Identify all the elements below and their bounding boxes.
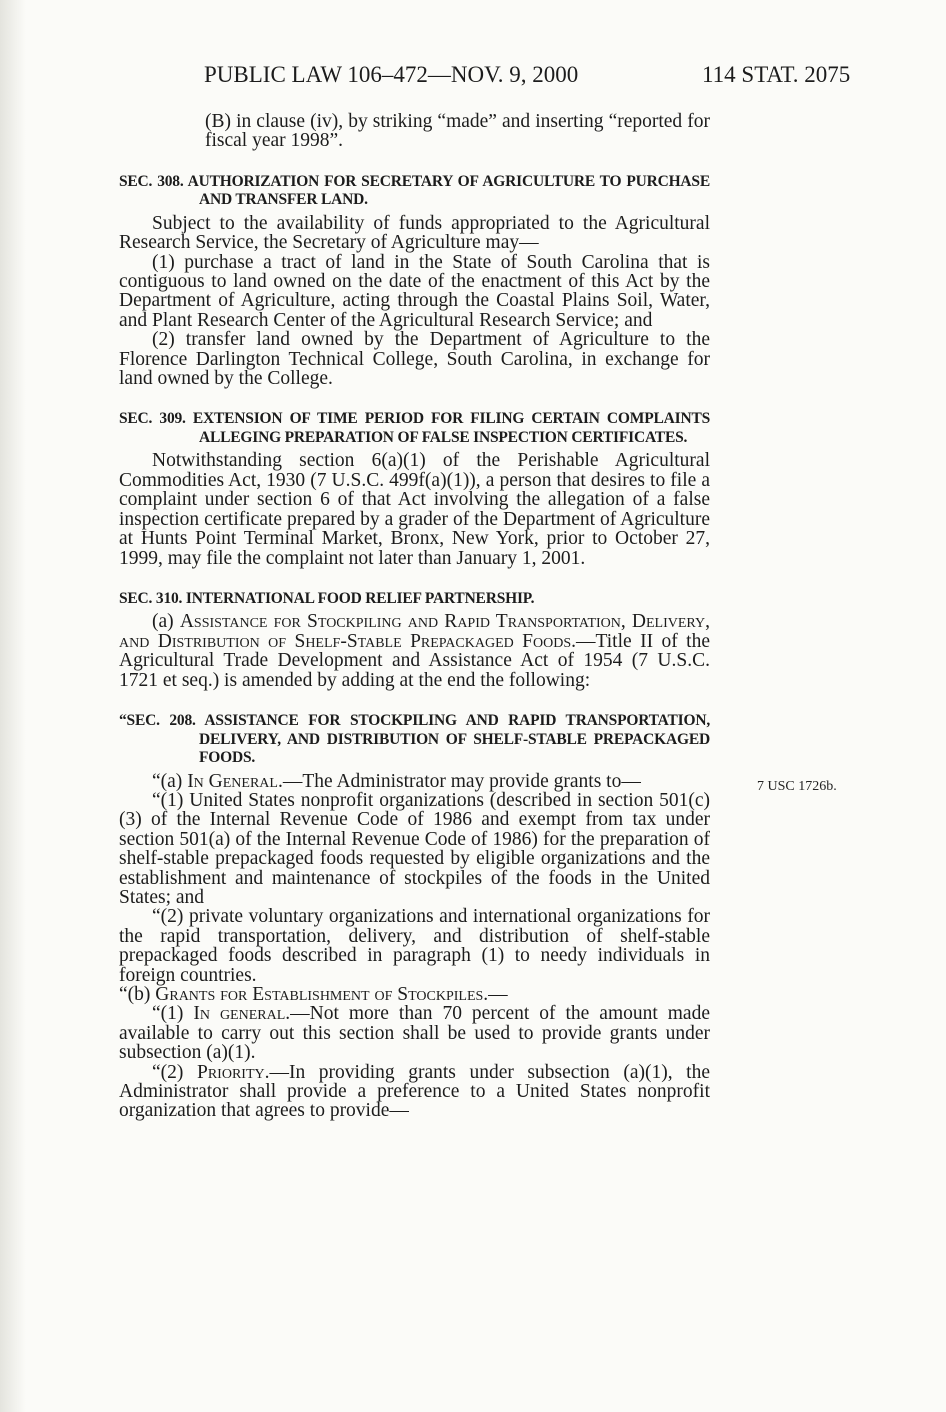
sec-308-heading: SEC. 308. AUTHORIZATION FOR SECRETARY OF AGRICULTURE TO PURCHASE AND TRANSFER LAND.: [119, 172, 710, 209]
sec-208-b-caption: Grants for Establishment of Stockpiles.: [155, 984, 489, 1005]
sec-310-a-text: —Title II of the Agricultural Trade Development and Assistance Act of 1954 (7 U.S.C. 1721 et seq.) is amended by adding at the end the following:: [119, 630, 710, 691]
sec-310-a: [119, 612, 710, 690]
sec-208-b: [119, 985, 710, 1004]
running-header: [0, 62, 946, 92]
sec-208-a-2: “(2) private voluntary organizations and international organizations for the rapid transportation, delivery, and distribution of shelf-stable prepackaged foods described in paragraph (1) to needy individuals in foreign countries.: [119, 906, 710, 986]
sec-208-a: [119, 772, 710, 791]
sec-208-b-2-caption: Priority.: [196, 1061, 270, 1083]
sec-208-a-caption: In General.: [187, 770, 283, 792]
header-title: PUBLIC LAW 106–472—NOV. 9, 2000: [204, 62, 579, 87]
sec-310-a-caption: Assistance for Stockpiling and Rapid Transportation, Delivery, and Distribution of Shelf-Stable Prepackaged Foods.: [119, 611, 710, 652]
sec-208-b-label: “(b): [119, 984, 156, 1005]
header-stat-page: 114 STAT. 2075: [702, 62, 851, 87]
sec-208-b-1-text: —Not more than 70 percent of the amount made available to carry out this section shall be used to provide grants under subsection (a)(1).: [119, 1003, 710, 1064]
sec-208-b-2-text: —In providing grants under subsection (a)(1), the Administrator shall provide a preference to a United States nonprofit organization that agrees to provide—: [119, 1061, 710, 1122]
sec-308-item-1: (1) purchase a tract of land in the State of South Carolina that is contiguous to land owned on the date of the enactment of this Act by the Department of Agriculture, acting through the Coastal Plains Soil, Water, and Plant Research Center of the Agricultural Research Service; and: [119, 251, 710, 331]
sec-208-b-1: [119, 1004, 710, 1062]
sec-308-intro: Subject to the availability of funds appropriated to the Agricultural Research Service, the Secretary of Agriculture may—: [119, 212, 710, 254]
sec-208-b-1-caption: In general.: [193, 1003, 291, 1025]
sec-309-text: Notwithstanding section 6(a)(1) of the Perishable Agricultural Commodities Act, 1930 (7 U.S.C. 499f(a)(1)), a person that desires to file a complaint under section 6 of that Act involving the allegation of a false inspection certificate prepared by a grader of the Department of Agriculture at Hunts Point Terminal Market, Bronx, New York, prior to October 27, 1999, may file the complaint not later than January 1, 2001.: [119, 450, 710, 569]
sec-309-heading: SEC. 309. EXTENSION OF TIME PERIOD FOR FILING CERTAIN COMPLAINTS ALLEGING PREPARATION OF FALSE INSPECTION CERTIFICATES.: [119, 410, 710, 446]
sec-208-b-dash: —: [488, 984, 508, 1005]
sec-208-b-2: [119, 1063, 710, 1121]
sec-310-heading: SEC. 310. INTERNATIONAL FOOD RELIEF PARTNERSHIP.: [119, 589, 535, 607]
clause-b: (B) in clause (iv), by striking “made” and inserting “reported for fiscal year 1998”.: [205, 111, 710, 152]
sec-208-a-label: “(a): [152, 770, 188, 792]
sec-208-a-1: “(1) United States nonprofit organizations (described in section 501(c)(3) of the Internal Revenue Code of 1986 and exempt from tax under section 501(a) of the Internal Revenue Code of 1986) for the preparation of shelf-stable prepackaged foods requested by eligible organizations and the establishment and maintenance of stockpiles of the foods in the United States; and: [119, 789, 710, 908]
sec-310-a-label: (a): [152, 611, 180, 633]
sec-208-a-text: —The Administrator may provide grants to—: [282, 770, 641, 792]
document-body: [119, 112, 710, 1121]
scan-edge-shadow: [0, 0, 26, 1412]
sec-308-item-2: (2) transfer land owned by the Department of Agriculture to the Florence Darlington Technical College, South Carolina, in exchange for land owned by the College.: [119, 329, 710, 390]
sec-208-b-1-label: “(1): [152, 1003, 194, 1025]
sec-208-heading: “SEC. 208. ASSISTANCE FOR STOCKPILING AND RAPID TRANSPORTATION, DELIVERY, AND DISTRIBUTION OF SHELF-STABLE PREPACKAGED FOODS.: [119, 712, 710, 767]
sec-208-b-2-label: “(2): [152, 1061, 197, 1083]
margin-note-usc: 7 USC 1726b.: [757, 779, 837, 794]
